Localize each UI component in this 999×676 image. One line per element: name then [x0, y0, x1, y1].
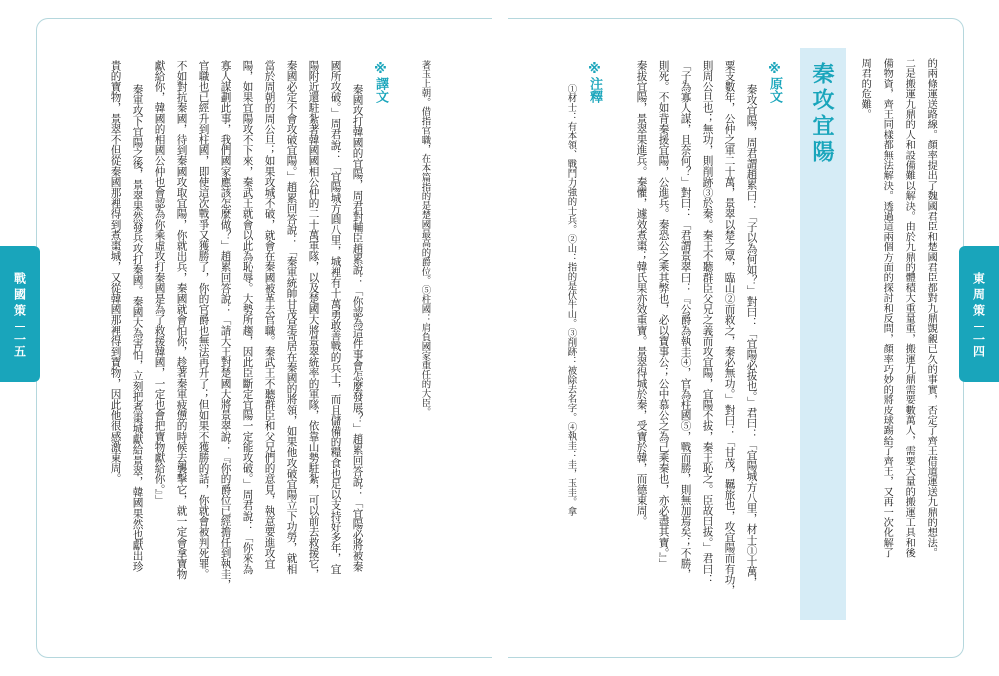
translation-line: 官職也已經升到柱國，即使這次戰爭又獲勝了，你的官爵也無法再升了；但如果不獲勝的話，你就會被判死罪。 — [197, 60, 210, 580]
original-line: 秦拔宜陽，景翠果進兵。秦懼，遽效煮棗；韓氏果亦效重寶。景翠得城於秦，受寶於韓，而德東周。 — [635, 60, 648, 527]
right-chapter-title: 東周策 — [971, 271, 986, 320]
note-line: ①材士：有本領、戰鬥力強的士兵。②山：指的是伏牛山。③削跡：被除去名字。④執圭：圭，玉圭。拿 — [565, 84, 577, 516]
right-page-number: 一四 — [971, 332, 986, 357]
intro-line: 二是搬運九鼎的人和設備難以解決。由於九鼎的體積大重量重，搬運九鼎需要數萬人，需要大量的搬運工具和後 — [903, 58, 915, 558]
intro-line: 的兩條運送路線。顏率提出了魏國君臣和楚國君臣都對九鼎覬覦已久的事實，否定了齊王借道運送九鼎的想法。 — [925, 58, 937, 558]
original-line: 粟支數年，公仲之軍二十萬，景翠以楚之眾，臨山②而救之，秦必無功。」對曰：「甘茂，羈旅也，攻宜陽而有功， — [723, 60, 736, 596]
translation-line: 陽附近還駐紮著韓國國相公仲的二十萬軍隊，以及楚國大將景翠統率的軍隊，依靠山勢駐紮，可以前去救援它， — [307, 60, 320, 580]
chapter-title: 秦攻宜陽 — [809, 62, 834, 166]
original-line: 則死。不如背秦援宜陽，公進兵。秦恐公之乘其弊也，必以寶事公；公中慕公之為己乘秦也，亦必盡其寶。』」 — [657, 60, 670, 569]
intro-line: 周君的危難。 — [859, 58, 871, 120]
left-chapter-tab — [0, 246, 40, 382]
original-line: 「子為寡人謀，且奈何？」對曰：「君謂景翠曰：『公爵為執圭④，官為柱國⑤，戰而勝，則無加焉矣；不勝， — [679, 60, 692, 580]
translation-line: 陽，如果宜陽攻不下來，秦武王就會以此為恥辱。大勢所趨，因此臣斷定宜陽一定能攻破。」周君說：「你來為 — [241, 60, 254, 575]
heading-translation: ※譯文 — [373, 62, 388, 103]
left-page-number: 一五 — [12, 332, 27, 357]
right-page-frame — [508, 18, 964, 658]
original-line: 秦攻宜陽，周君謂趙累曰：「子以為何如？」對曰：「宜陽必拔也。」君曰：「宜陽城方八里，材士①十萬， — [745, 84, 758, 588]
translation-line: 不如對抗秦國，待到秦國攻取宜陽，你就出兵，秦國就會怕你，趁著秦軍疲憊的時候去襲擊它，就一定會拿寶物 — [175, 60, 188, 580]
translation-line: 寡人謀劃此事，我們國家應該怎麼做？」趙累回答說：「請大王對楚國大將景翠說：『你的爵位已經擔任到執圭， — [219, 60, 232, 590]
translation-line: 國所攻破。」周君說：「宜陽城方圓八里，城裡有十萬勇敢善戰的兵士，而且儲備的糧食也足以支持好多年，宜 — [329, 60, 342, 575]
left-chapter-title: 戰國策 — [12, 271, 27, 320]
heading-notes: ※注釋 — [587, 62, 602, 103]
translation-line: 秦國攻打韓國的宜陽，周君對輔臣趙累說：「你認為這件事會怎麼發展？」趙累回答說：「宜陽必將被秦 — [351, 84, 364, 572]
note-line: 著玉上朝。借指官職，在本篇指的是楚國最高的爵位。⑤柱國：肩負國家重任的大臣。 — [419, 60, 431, 417]
right-tab-divider — [974, 326, 984, 327]
original-line: 則周公旦也；無功，則削跡③於秦。秦王不聽群臣父兄之義而攻宜陽，宜陽不拔，秦王恥之。臣故曰拔。」君曰： — [701, 60, 714, 585]
heading-original: ※原文 — [767, 62, 782, 103]
translation-line: 秦國必定不會攻破宜陽。」趙累回答說：「秦軍統帥甘茂是寄居在秦國的將領，如果他攻破宜陽立下功勞，就相 — [285, 60, 298, 575]
translation-line: 獻給你，韓國的相國公仲也會認為你乘虛攻打秦國是為了救援韓國，一定也會把寶物獻給你。』」 — [153, 60, 166, 506]
right-chapter-tab — [959, 246, 999, 382]
intro-line: 備物資，齊王同樣都無法解決。透過這兩個方面的探討和反問，顏率巧妙的將皮球踢給了齊王，又再一次化解了 — [881, 58, 893, 558]
translation-line: 秦軍攻下宜陽之後，景翠果然發兵攻打秦國。秦國大為害怕，立刻把煮棗城獻給景翠，韓國果然也獻出珍 — [131, 84, 144, 572]
left-tab-divider — [15, 326, 25, 327]
translation-line: 當於周朝的周公旦；如果攻城不破，就會在秦國被革去官職。秦武王不聽群臣和父兄們的意見，執意要進攻宜 — [263, 60, 276, 569]
translation-line: 貴的寶物，景翠不但從秦國那裡得到煮棗城，又從韓國那裡得到寶物，因此他很感激東周。 — [109, 60, 122, 484]
